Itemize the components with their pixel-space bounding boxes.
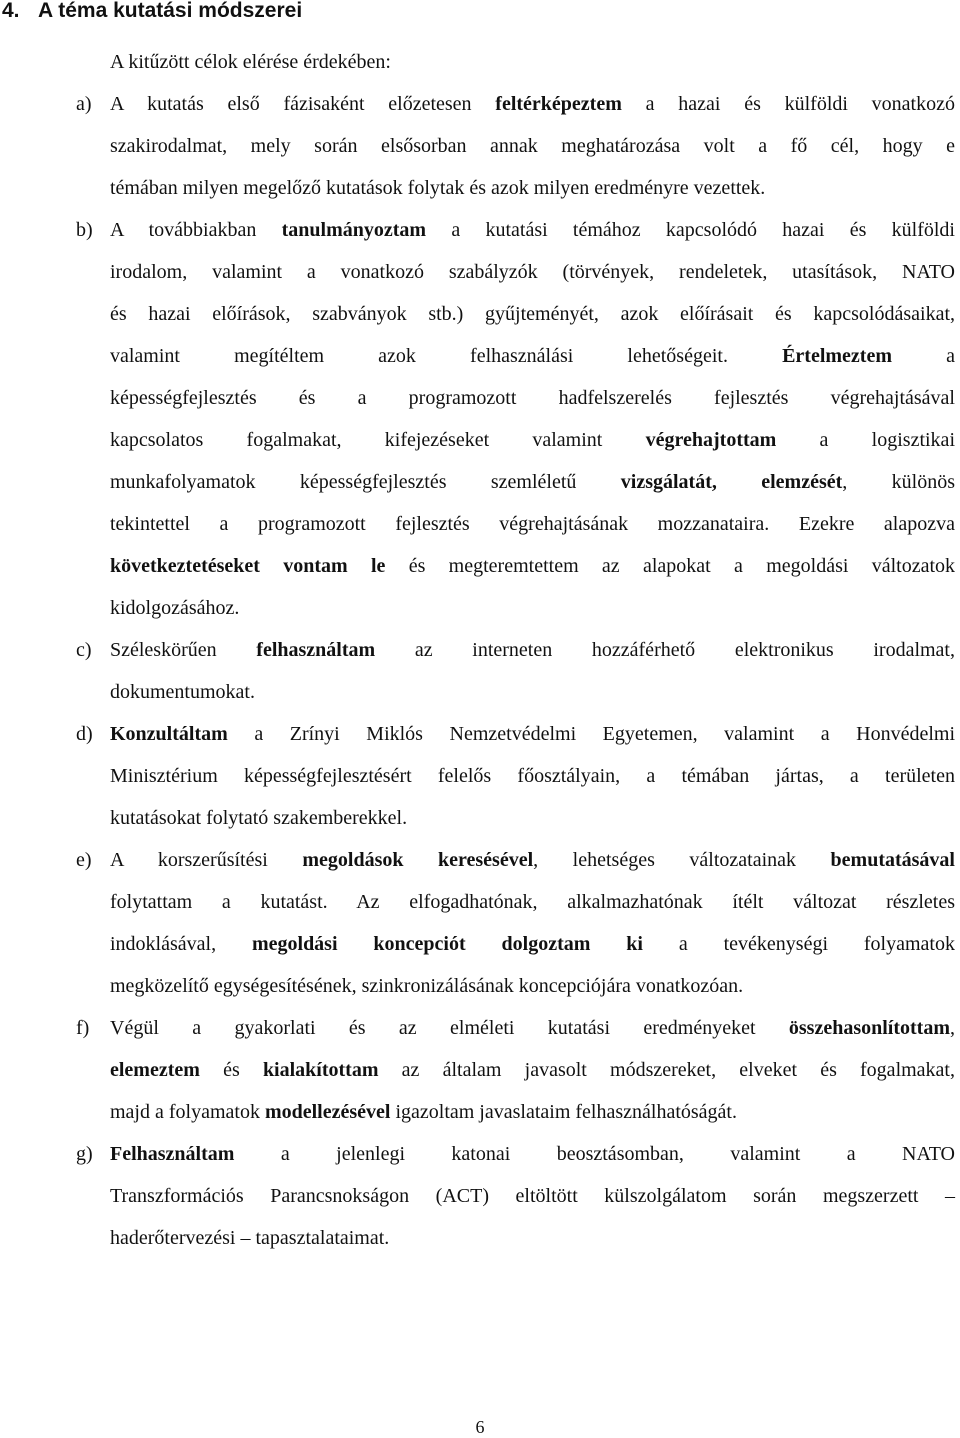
text-line <box>110 764 955 788</box>
bold-text: kialakítottam <box>262 1059 379 1081</box>
bold-text: megoldási koncepciót dolgoztam ki <box>251 933 643 955</box>
bold-text: vizsgálatát, elemzését <box>620 471 843 493</box>
text-run: Végül a gyakorlati és az elméleti kutatási eredményeket <box>110 1017 789 1039</box>
text-run: a jelenlegi katonai beosztásomban, valamint a NATO <box>234 1143 955 1165</box>
text-line <box>110 890 955 914</box>
bold-text: modellezésével <box>264 1101 391 1123</box>
bold-text: felhasználtam <box>256 639 376 661</box>
text-line <box>110 302 955 326</box>
list-marker: g) <box>76 1143 93 1165</box>
list-marker: d) <box>76 723 93 745</box>
text-line <box>110 554 955 578</box>
text-run: a hazai és külföldi vonatkozó <box>621 93 955 115</box>
text-run: valamint megítéltem azok felhasználási lehetőségeit. <box>110 345 783 367</box>
text-run: kutatásokat folytató szakemberekkel. <box>110 807 408 829</box>
bold-text: feltérképeztem <box>495 93 622 115</box>
text-run: szakirodalmat, mely során elsősorban annak meghatározása volt a fő cél, hogy e <box>110 135 955 157</box>
text-run: a <box>892 345 955 367</box>
text-line <box>110 974 955 998</box>
text-run: a Zrínyi Miklós Nemzetvédelmi Egyetemen, valamint a Honvédelmi <box>227 723 955 745</box>
text-run: témában milyen megelőző kutatások folytak és azok milyen eredményre vezettek. <box>110 177 766 199</box>
text-line <box>110 932 955 956</box>
bold-text: megoldások keresésével <box>302 849 534 871</box>
text-line <box>110 176 955 200</box>
text-run: kidolgozásához. <box>110 597 240 619</box>
bold-text: tanulmányoztam <box>281 219 427 241</box>
text-line <box>110 848 955 872</box>
text-line <box>110 1226 955 1250</box>
text-run: Minisztérium képességfejlesztésért felelős főosztályain, a témában jártas, a területen <box>110 765 955 787</box>
list-marker: c) <box>76 639 92 661</box>
text-run: tekintettel a programozott fejlesztés végrehajtásának mozzanataira. Ezekre alapozva <box>110 513 955 535</box>
text-line <box>110 134 955 158</box>
bold-text: bemutatásával <box>830 849 955 871</box>
text-line <box>110 1058 955 1082</box>
text-run: képességfejlesztés és a programozott hadfelszerelés fejlesztés végrehajtásával <box>110 387 955 409</box>
text-run: és hazai előírások, szabványok stb.) gyűjteményét, azok előírásait és kapcsolódásaikat, <box>110 303 955 325</box>
text-line <box>110 512 955 536</box>
text-run: , <box>950 1017 955 1039</box>
text-run: Széleskörűen <box>110 639 257 661</box>
text-run: Transzformációs Parancsnokságon (ACT) eltöltött külszolgálatom során megszerzett – <box>110 1185 955 1207</box>
text-run: , lehetséges változatainak <box>533 849 831 871</box>
text-line <box>110 344 955 368</box>
text-run: A kutatás első fázisaként előzetesen <box>110 93 496 115</box>
text-run: A továbbiakban <box>110 219 282 241</box>
text-run: indoklásával, <box>110 933 252 955</box>
text-run: haderőtervezési – tapasztalataimat. <box>110 1227 390 1249</box>
text-line <box>110 428 955 452</box>
text-line <box>110 218 955 242</box>
text-run: igazoltam javaslataim felhasználhatóságát. <box>390 1101 737 1123</box>
text-line <box>110 386 955 410</box>
text-run: majd a folyamatok <box>110 1101 265 1123</box>
text-line <box>110 92 955 116</box>
section-number: 4. <box>2 0 20 22</box>
bold-text: következtetéseket vontam le <box>110 555 386 577</box>
text-run: az általam javasolt módszereket, elveket és fogalmakat, <box>378 1059 955 1081</box>
list-marker: e) <box>76 849 92 871</box>
text-run: kapcsolatos fogalmakat, kifejezéseket valamint <box>110 429 646 451</box>
text-line <box>110 806 955 830</box>
bold-text: Konzultáltam <box>110 723 228 745</box>
text-line <box>110 596 955 620</box>
text-run: az interneten hozzáférhető elektronikus irodalmat, <box>375 639 955 661</box>
text-line <box>110 722 955 746</box>
bold-text: elemeztem <box>110 1059 200 1081</box>
list-marker: b) <box>76 219 93 241</box>
text-run: , különös <box>842 471 955 493</box>
text-line <box>110 1100 955 1124</box>
section-heading <box>2 0 302 23</box>
bold-text: összehasonlítottam <box>788 1017 950 1039</box>
list-marker: f) <box>76 1017 90 1039</box>
text-run: munkafolyamatok képességfejlesztés szemléletű <box>110 471 621 493</box>
text-line <box>110 1016 955 1040</box>
intro-text: A kitűzött célok elérése érdekében: <box>110 51 391 73</box>
text-line <box>110 638 955 662</box>
page-number: 6 <box>475 1417 485 1437</box>
list-marker: a) <box>76 93 92 115</box>
text-line <box>110 1184 955 1208</box>
text-run: a tevékenységi folyamatok <box>642 933 955 955</box>
text-run: dokumentumokat. <box>110 681 255 703</box>
bold-text: végrehajtottam <box>645 429 777 451</box>
bold-text: Felhasználtam <box>110 1143 235 1165</box>
text-run: a logisztikai <box>776 429 955 451</box>
text-run: A korszerűsítési <box>110 849 303 871</box>
text-run: folytattam a kutatást. Az elfogadhatónak, alkalmazhatónak ítélt változat részletes <box>110 891 955 913</box>
text-line <box>110 260 955 284</box>
text-line <box>110 1142 955 1166</box>
bold-text: Értelmeztem <box>782 345 892 367</box>
text-run: a kutatási témához kapcsolódó hazai és külföldi <box>426 219 955 241</box>
text-line <box>110 680 955 704</box>
text-run: megközelítő egységesítésének, szinkronizálásának koncepciójára vonatkozóan. <box>110 975 744 997</box>
text-run: irodalom, valamint a vonatkozó szabályzók (törvények, rendeletek, utasítások, NATO <box>110 261 955 283</box>
text-line <box>110 470 955 494</box>
section-title: A téma kutatási módszerei <box>38 0 303 22</box>
text-run: és megteremtettem az alapokat a megoldási változatok <box>385 555 956 577</box>
text-run: és <box>199 1059 263 1081</box>
